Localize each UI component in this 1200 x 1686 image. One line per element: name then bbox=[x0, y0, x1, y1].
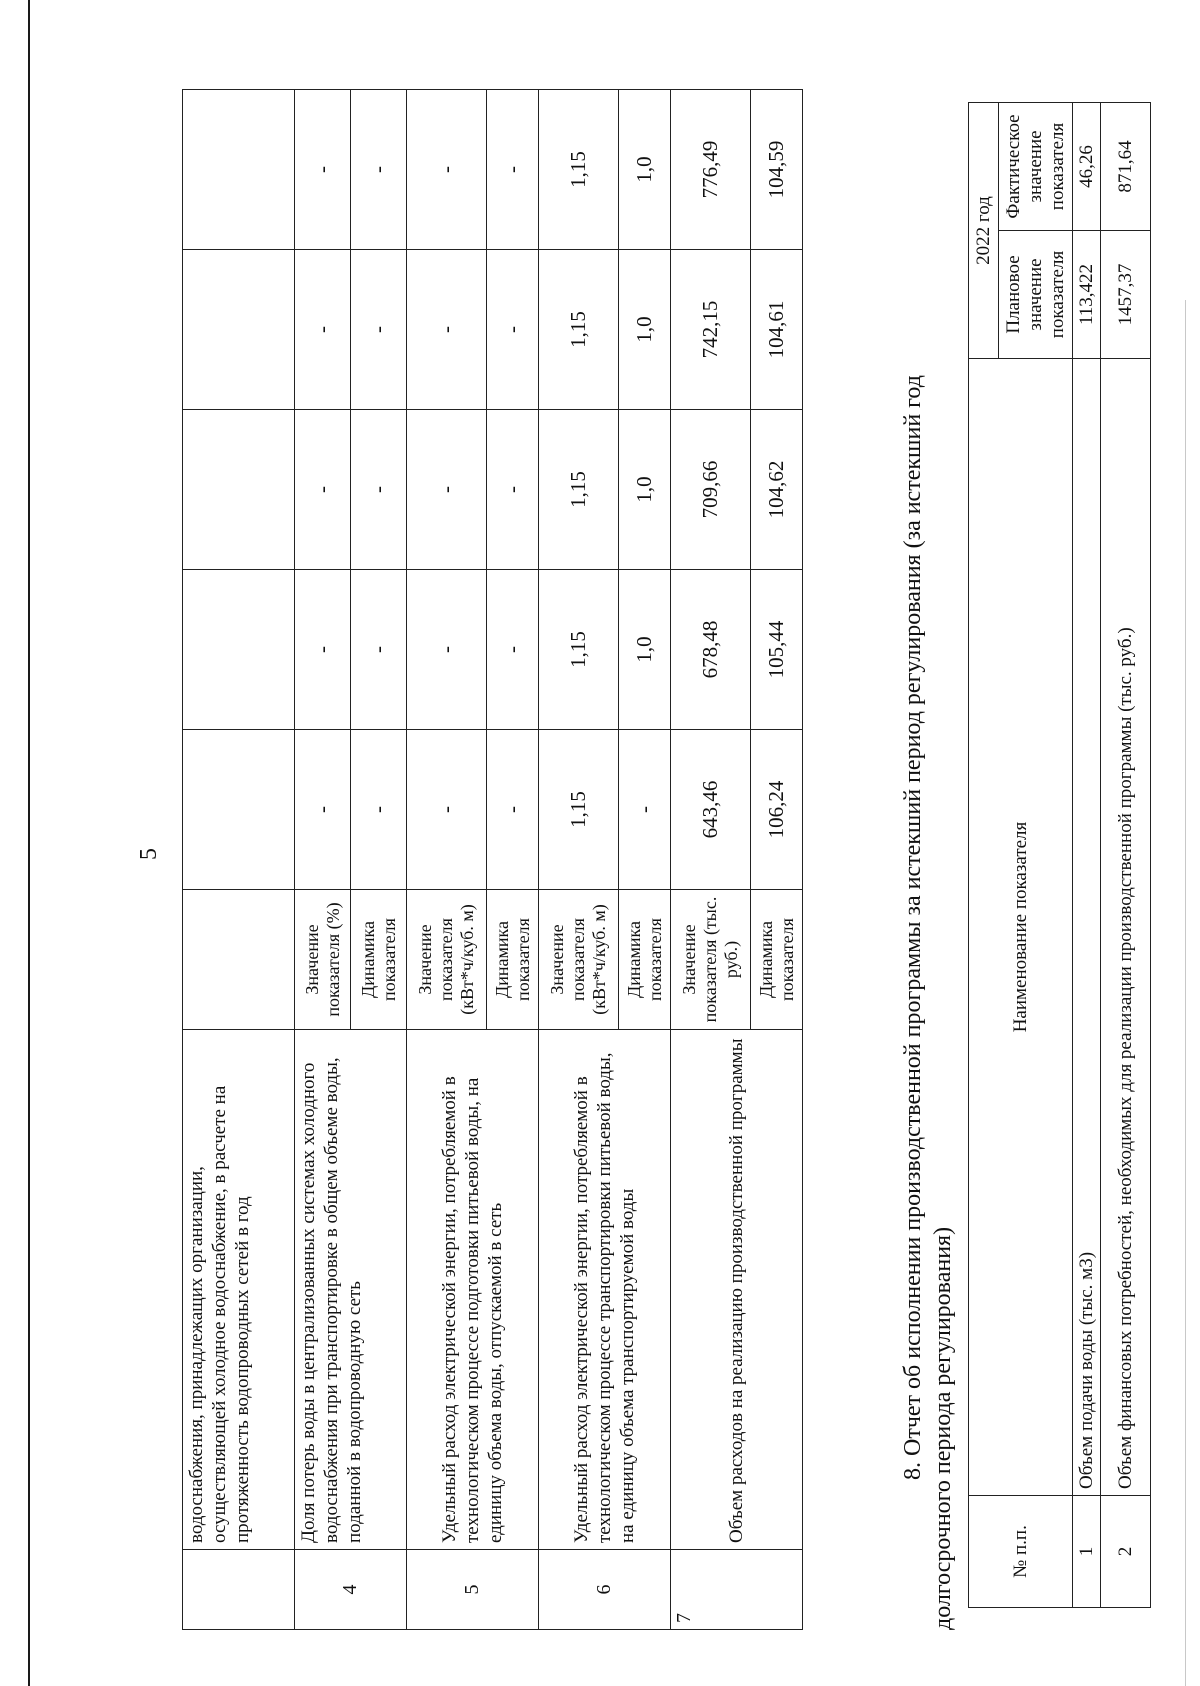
table-cell bbox=[183, 730, 295, 890]
value-cell: 104,62 bbox=[751, 410, 803, 570]
row-number: 2 bbox=[1101, 1496, 1151, 1608]
table-row bbox=[183, 90, 295, 1630]
header-year: 2022 год bbox=[969, 102, 999, 358]
value-cell: - bbox=[407, 250, 487, 410]
value-cell: - bbox=[487, 570, 539, 730]
plan-value: 1457,37 bbox=[1101, 231, 1151, 359]
value-cell: 105,44 bbox=[751, 570, 803, 730]
table-cell bbox=[183, 250, 295, 410]
value-cell: 1,15 bbox=[539, 410, 619, 570]
subrow-label: Значение показателя (%) bbox=[295, 890, 351, 1030]
header-fact: Фактическое значение показателя bbox=[999, 102, 1073, 230]
table-cell bbox=[183, 890, 295, 1030]
continuation-text: водоснабжения, принадлежащих организации, осуществляющей холодное водоснабжение, в расчете на протяженность водопроводных сетей в год bbox=[183, 1030, 295, 1550]
indicator-name: Объем финансовых потребностей, необходимых для реализации производственной программы (тыс. руб.) bbox=[1101, 359, 1151, 1496]
page-number: 5 bbox=[136, 848, 162, 860]
value-cell: - bbox=[407, 570, 487, 730]
value-cell: - bbox=[619, 730, 671, 890]
fact-value: 871,64 bbox=[1101, 102, 1151, 230]
value-cell: - bbox=[295, 410, 351, 570]
table-row bbox=[295, 90, 351, 1630]
row-number: 7 bbox=[671, 1550, 803, 1630]
value-cell: 1,15 bbox=[539, 730, 619, 890]
subrow-label: Значение показателя (кВт*ч/куб. м) bbox=[407, 890, 487, 1030]
value-cell: - bbox=[487, 410, 539, 570]
page-right-edge bbox=[1185, 300, 1186, 1686]
value-cell: 709,66 bbox=[671, 410, 751, 570]
value-cell: - bbox=[351, 90, 407, 250]
plan-value: 113,422 bbox=[1073, 231, 1101, 359]
value-cell: - bbox=[351, 730, 407, 890]
indicator-name: Объем подачи воды (тыс. м3) bbox=[1073, 359, 1101, 1496]
value-cell: - bbox=[407, 90, 487, 250]
value-cell: - bbox=[295, 570, 351, 730]
page-left-edge bbox=[28, 0, 30, 1686]
landscape-page-content bbox=[130, 90, 1150, 1630]
value-cell: 776,49 bbox=[671, 90, 751, 250]
row-number: 5 bbox=[407, 1550, 539, 1630]
value-cell: 104,59 bbox=[751, 90, 803, 250]
value-cell: 678,48 bbox=[671, 570, 751, 730]
table-cell bbox=[183, 570, 295, 730]
value-cell: 1,0 bbox=[619, 570, 671, 730]
value-cell: 1,0 bbox=[619, 250, 671, 410]
header-name: Наименование показателя bbox=[969, 359, 1073, 1496]
header-number: № п.п. bbox=[969, 1496, 1073, 1608]
subrow-label: Динамика показателя bbox=[351, 890, 407, 1030]
value-cell: - bbox=[407, 410, 487, 570]
value-cell: 1,15 bbox=[539, 570, 619, 730]
indicator-table bbox=[182, 89, 803, 1630]
row-number: 4 bbox=[295, 1550, 407, 1630]
subrow-label: Динамика показателя bbox=[619, 890, 671, 1030]
value-cell: 643,46 bbox=[671, 730, 751, 890]
row-number: 1 bbox=[1073, 1496, 1101, 1608]
indicator-name: Удельный расход электрической энергии, потребляемой в технологическом процессе подготовки питьевой воды, на единицу объема воды, отпускаемой в сеть bbox=[407, 1030, 539, 1550]
fact-value: 46,26 bbox=[1073, 102, 1101, 230]
value-cell: 104,61 bbox=[751, 250, 803, 410]
section-8-heading bbox=[898, 90, 958, 1630]
value-cell: - bbox=[295, 730, 351, 890]
value-cell: 742,15 bbox=[671, 250, 751, 410]
value-cell: 1,0 bbox=[619, 90, 671, 250]
subrow-label: Значение показателя (тыс. руб.) bbox=[671, 890, 751, 1030]
value-cell: - bbox=[351, 410, 407, 570]
value-cell: - bbox=[487, 730, 539, 890]
indicator-name: Объем расходов на реализацию производственной программы bbox=[671, 1030, 803, 1550]
report-table bbox=[968, 102, 1151, 1608]
value-cell: - bbox=[351, 570, 407, 730]
table-row bbox=[1073, 102, 1101, 1607]
table-cell bbox=[183, 1550, 295, 1630]
value-cell: 1,0 bbox=[619, 410, 671, 570]
header-plan: Плановое значение показателя bbox=[999, 231, 1073, 359]
value-cell: - bbox=[351, 250, 407, 410]
value-cell: 1,15 bbox=[539, 250, 619, 410]
table-row bbox=[539, 90, 619, 1630]
section-8-heading-line-1: 8. Отчет об исполнении производственной программы за истекший период регулирования (за истекший год bbox=[900, 375, 926, 1480]
value-cell: - bbox=[487, 250, 539, 410]
value-cell: - bbox=[295, 250, 351, 410]
indicator-name: Удельный расход электрической энергии, потребляемой в технологическом процессе транспортировки питьевой воды, на единицу объема транспортируемой воды bbox=[539, 1030, 671, 1550]
value-cell: - bbox=[295, 90, 351, 250]
value-cell: - bbox=[407, 730, 487, 890]
value-cell: - bbox=[487, 90, 539, 250]
table-row bbox=[407, 90, 487, 1630]
section-8-heading-line-2: долгосрочного периода регулирования) bbox=[930, 1226, 956, 1630]
table-header-row bbox=[969, 102, 999, 1607]
indicator-name: Доля потерь воды в централизованных системах холодного водоснабжения при транспортировке в общем объеме воды, поданной в водопроводную сеть bbox=[295, 1030, 407, 1550]
subrow-label: Значение показателя (кВт*ч/куб. м) bbox=[539, 890, 619, 1030]
row-number: 6 bbox=[539, 1550, 671, 1630]
value-cell: 1,15 bbox=[539, 90, 619, 250]
subrow-label: Динамика показателя bbox=[751, 890, 803, 1030]
table-cell bbox=[183, 90, 295, 250]
table-row bbox=[671, 90, 751, 1630]
subrow-label: Динамика показателя bbox=[487, 890, 539, 1030]
value-cell: 106,24 bbox=[751, 730, 803, 890]
table-row bbox=[1101, 102, 1151, 1607]
table-cell bbox=[183, 410, 295, 570]
